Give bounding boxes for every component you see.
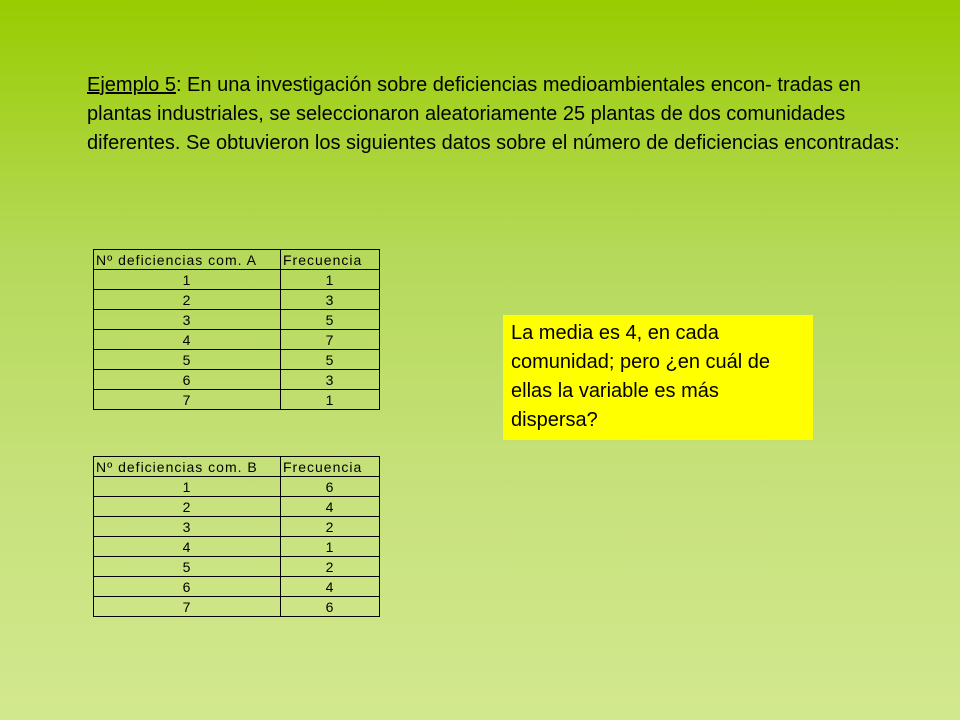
table-row — [94, 350, 380, 370]
cell-frecuencia: 4 — [281, 577, 380, 597]
table-row — [94, 290, 380, 310]
column-header-frecuencia: Frecuencia — [281, 250, 380, 270]
cell-frecuencia: 1 — [281, 390, 380, 410]
intro-paragraph — [87, 71, 917, 158]
table-header-row — [94, 250, 380, 270]
cell-deficiencias: 2 — [94, 497, 281, 517]
cell-frecuencia: 5 — [281, 310, 380, 330]
cell-deficiencias: 1 — [94, 477, 281, 497]
table-row — [94, 477, 380, 497]
cell-frecuencia: 3 — [281, 370, 380, 390]
cell-frecuencia: 3 — [281, 290, 380, 310]
table-row — [94, 310, 380, 330]
column-header-frecuencia: Frecuencia — [281, 457, 380, 477]
column-header-deficiencias-b: Nº deficiencias com. B — [94, 457, 281, 477]
cell-deficiencias: 3 — [94, 310, 281, 330]
cell-frecuencia: 2 — [281, 517, 380, 537]
table-row — [94, 577, 380, 597]
table-header-row — [94, 457, 380, 477]
table-row — [94, 497, 380, 517]
cell-frecuencia: 2 — [281, 557, 380, 577]
cell-frecuencia: 6 — [281, 477, 380, 497]
cell-deficiencias: 7 — [94, 390, 281, 410]
cell-deficiencias: 7 — [94, 597, 281, 617]
table-row — [94, 557, 380, 577]
cell-frecuencia: 1 — [281, 537, 380, 557]
cell-frecuencia: 7 — [281, 330, 380, 350]
cell-deficiencias: 4 — [94, 330, 281, 350]
cell-deficiencias: 6 — [94, 370, 281, 390]
cell-frecuencia: 4 — [281, 497, 380, 517]
table-row — [94, 390, 380, 410]
table-row — [94, 330, 380, 350]
cell-deficiencias: 5 — [94, 350, 281, 370]
table-row — [94, 370, 380, 390]
cell-deficiencias: 4 — [94, 537, 281, 557]
table-row — [94, 517, 380, 537]
table-row — [94, 537, 380, 557]
cell-frecuencia: 5 — [281, 350, 380, 370]
frequency-table-b — [93, 456, 380, 617]
cell-frecuencia: 6 — [281, 597, 380, 617]
question-callout: La media es 4, en cada comunidad; pero ¿en cuál de ellas la variable es más dispersa? — [503, 315, 813, 440]
column-header-deficiencias-a: Nº deficiencias com. A — [94, 250, 281, 270]
cell-deficiencias: 2 — [94, 290, 281, 310]
table-row — [94, 597, 380, 617]
example-label: Ejemplo 5 — [87, 74, 176, 96]
table-row — [94, 270, 380, 290]
cell-frecuencia: 1 — [281, 270, 380, 290]
cell-deficiencias: 3 — [94, 517, 281, 537]
cell-deficiencias: 1 — [94, 270, 281, 290]
cell-deficiencias: 5 — [94, 557, 281, 577]
frequency-table-a — [93, 249, 380, 410]
cell-deficiencias: 6 — [94, 577, 281, 597]
intro-text: : En una investigación sobre deficiencias medioambientales encon- tradas en plantas industriales, se seleccionaron aleatoriamente 25 plantas de dos comunidades diferentes. Se obtuvieron los siguientes datos sobre el número de deficiencias encontradas: — [87, 74, 900, 154]
